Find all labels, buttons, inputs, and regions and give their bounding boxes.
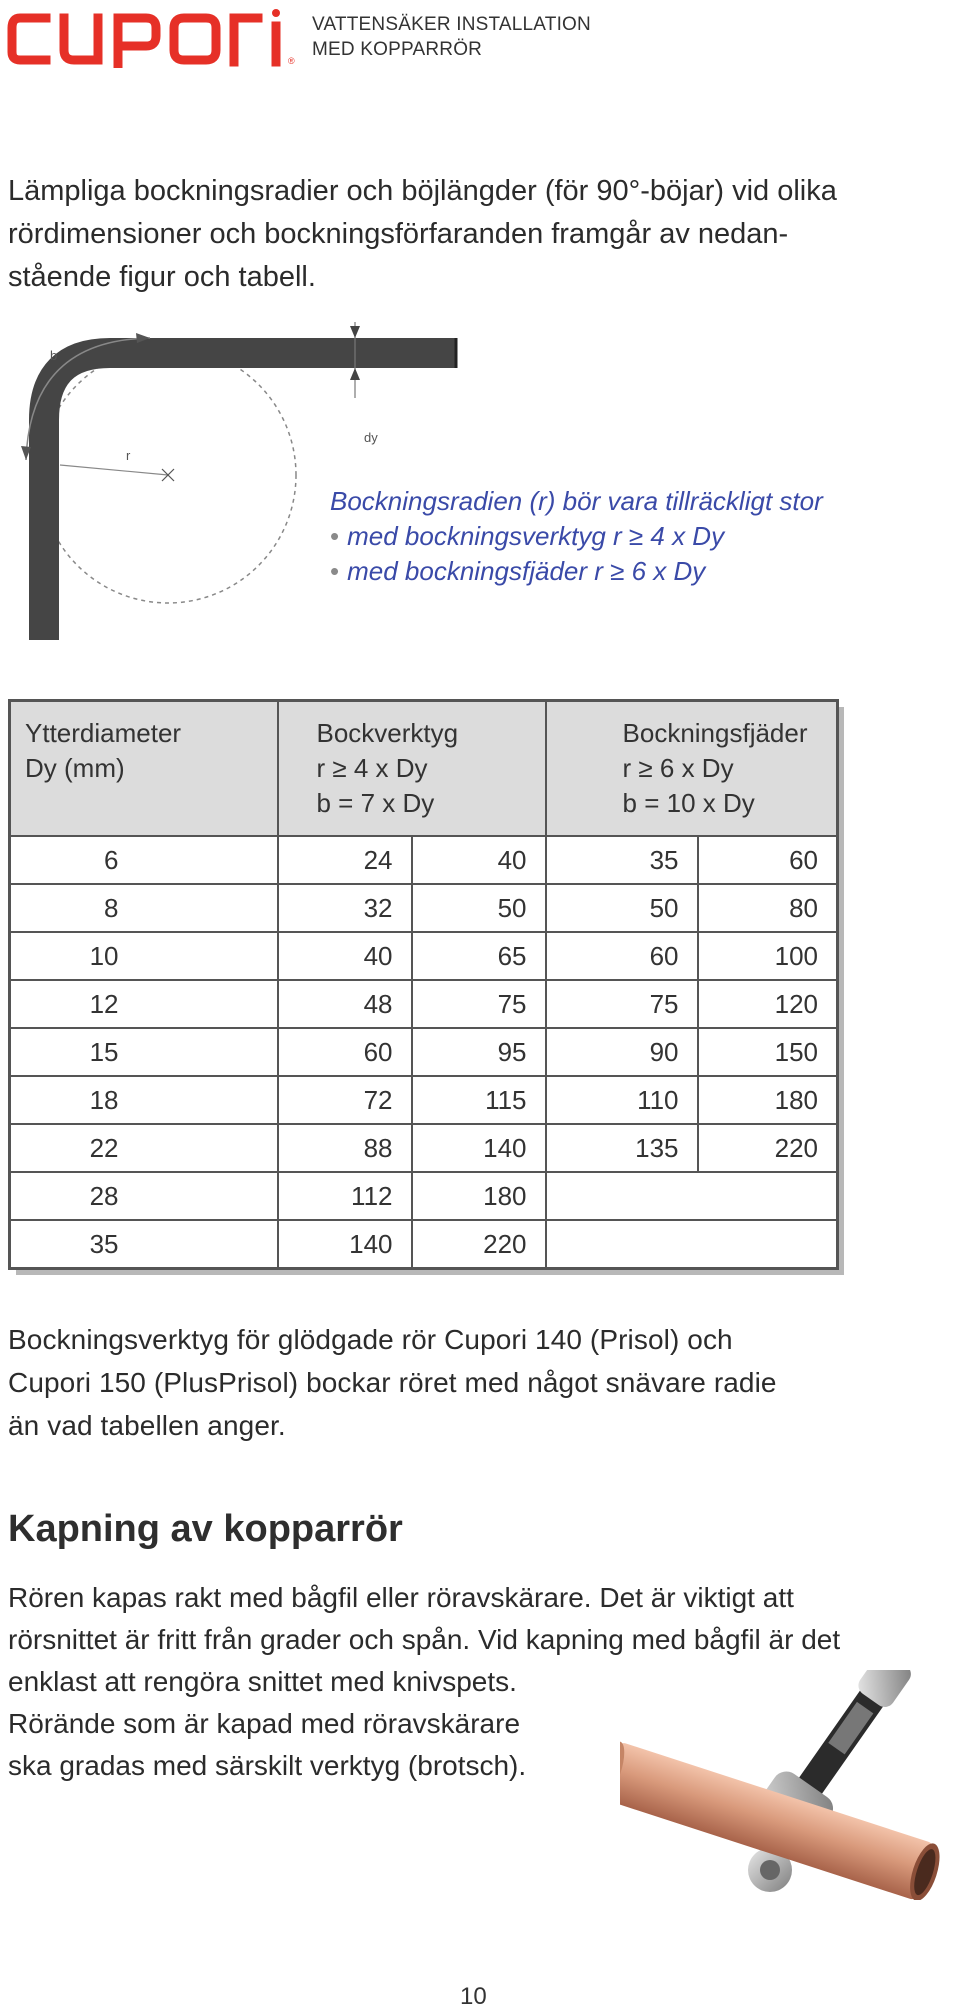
cutting-line: ska gradas med särskilt verktyg (brotsch).	[8, 1750, 527, 1781]
bending-table-container	[8, 699, 836, 1267]
bend-radius-note	[330, 484, 890, 589]
table-row: 6 24 40 35 60	[10, 836, 838, 884]
header-title-line: MED KOPPARRÖR	[312, 39, 483, 60]
header-title-line: VATTENSÄKER INSTALLATION	[312, 14, 591, 35]
cutting-line: enklast att rengöra snittet med knivspets.	[8, 1666, 517, 1697]
pipe-cutter-image	[620, 1670, 950, 1900]
intro-line: rördimensioner och bockningsförfaranden framgår av nedan-	[8, 218, 789, 250]
cutting-line: rörsnittet är fritt från grader och spån. Vid kapning med bågfil är det	[8, 1624, 841, 1655]
cupori-logo	[6, 6, 296, 68]
table-row: 28 112 180	[10, 1172, 838, 1220]
intro-paragraph	[8, 170, 938, 299]
tool-note-line: Cupori 150 (PlusPrisol) bockar röret med något snävare radie	[8, 1367, 777, 1398]
section-heading: Kapning av kopparrör	[8, 1508, 403, 1550]
table-row: 22 88 140 135 220	[10, 1124, 838, 1172]
tool-note-line: än vad tabellen anger.	[8, 1410, 286, 1441]
label-dy: dy	[364, 430, 378, 445]
table-row: 18 72 115 110 180	[10, 1076, 838, 1124]
bullet-icon: •	[330, 521, 340, 551]
empty-cell	[546, 1220, 838, 1269]
page-number: 10	[460, 1983, 487, 2010]
table-row: 12 48 75 75 120	[10, 980, 838, 1028]
table-row: 8 32 50 50 80	[10, 884, 838, 932]
bullet-icon: •	[330, 556, 340, 586]
table-row: 10 40 65 60 100	[10, 932, 838, 980]
cutting-line: Rören kapas rakt med bågfil eller röravskärare. Det är viktigt att	[8, 1582, 794, 1613]
pipe-bend-figure	[0, 320, 470, 640]
table-header-row	[10, 701, 838, 837]
empty-cell	[546, 1172, 838, 1220]
tool-note-line: Bockningsverktyg för glödgade rör Cupori 140 (Prisol) och	[8, 1324, 733, 1355]
bend-note-item: • med bockningsverktyg r ≥ 4 x Dy	[330, 521, 725, 551]
svg-text:®: ®	[288, 56, 295, 66]
header-bending-spring: Bockningsfjäder r ≥ 6 x Dy b = 10 x Dy	[546, 701, 838, 837]
header-bending-tool: Bockverktyg r ≥ 4 x Dy b = 7 x Dy	[278, 701, 546, 837]
table-row: 15 60 95 90 150	[10, 1028, 838, 1076]
bend-note-item: • med bockningsfjäder r ≥ 6 x Dy	[330, 556, 706, 586]
bend-note-title: Bockningsradien (r) bör vara tillräckligt stor	[330, 486, 823, 516]
intro-line: stående figur och tabell.	[8, 261, 316, 293]
label-r: r	[126, 448, 131, 463]
intro-line: Lämpliga bockningsradier och böjlängder (för 90°-böjar) vid olika	[8, 175, 837, 207]
tool-note-paragraph	[8, 1318, 938, 1447]
cutting-line: Rörände som är kapad med röravskärare	[8, 1708, 521, 1739]
label-b: b	[50, 348, 58, 363]
table-row: 35 140 220	[10, 1220, 838, 1269]
header-outer-diameter: Ytterdiameter Dy (mm)	[10, 701, 278, 837]
bending-table	[8, 699, 839, 1270]
header-title	[312, 12, 591, 62]
